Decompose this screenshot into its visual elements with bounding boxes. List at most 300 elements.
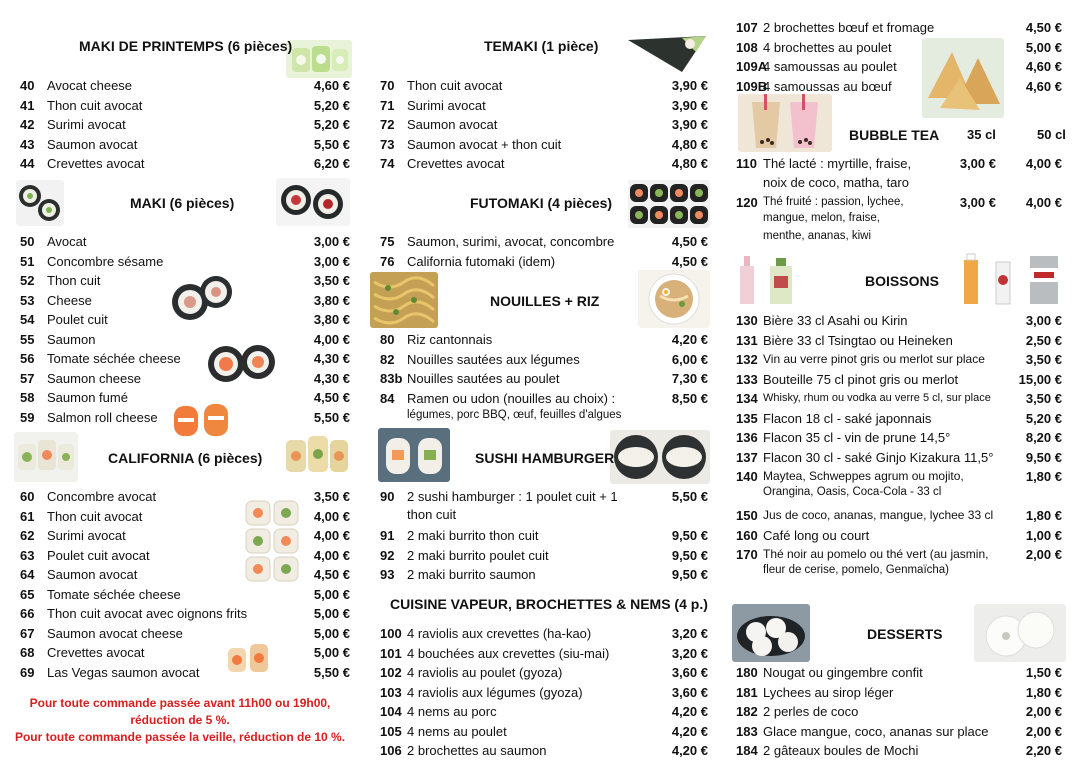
item-price: 5,20 € bbox=[313, 97, 350, 113]
item-price-35: 3,00 € bbox=[959, 156, 996, 171]
menu-item bbox=[730, 38, 1068, 57]
menu-item bbox=[374, 487, 714, 506]
item-number: 74 bbox=[380, 156, 395, 171]
item-label: 2 maki burrito saumon bbox=[407, 567, 536, 582]
item-label: Avocat cheese bbox=[47, 78, 133, 93]
item-price: 4,20 € bbox=[671, 704, 708, 719]
item-price: 4,00 € bbox=[313, 547, 350, 563]
menu-item bbox=[374, 350, 714, 369]
item-price: 4,50 € bbox=[671, 234, 708, 249]
california-stack-photo bbox=[242, 497, 302, 585]
item-label: 4 raviolis aux légumes (gyoza) bbox=[407, 684, 583, 700]
item-label: 2 perles de coco bbox=[763, 704, 859, 719]
item-price: 4,30 € bbox=[313, 370, 350, 386]
item-label: Ramen ou udon (nouilles au choix) : bbox=[407, 390, 616, 406]
item-number: 104 bbox=[380, 704, 402, 719]
samoussas-photo bbox=[922, 38, 1004, 118]
item-label: 2 gâteaux boules de Mochi bbox=[763, 743, 919, 758]
item-number: 66 bbox=[20, 606, 35, 621]
item-number: 65 bbox=[20, 586, 35, 602]
item-label: Thon cuit avocat bbox=[407, 78, 503, 93]
item-label: 4 nems au poulet bbox=[407, 723, 507, 739]
item-label: Vin au verre pinot gris ou merlot sur place bbox=[763, 352, 985, 366]
sushi-hamburger-photo-right bbox=[610, 430, 710, 484]
item-price-35: 3,00 € bbox=[959, 195, 996, 210]
thon-maki-photo bbox=[168, 270, 236, 330]
item-label: Las Vegas saumon avocat bbox=[47, 664, 200, 680]
menu-item bbox=[374, 154, 714, 173]
salmon-roll-photo bbox=[168, 398, 236, 442]
item-price: 5,20 € bbox=[313, 117, 350, 132]
menu-item bbox=[730, 18, 1068, 37]
item-number: 52 bbox=[20, 273, 35, 288]
maki-photo-left bbox=[16, 180, 64, 226]
section-title-maki-printemps: MAKI DE PRINTEMPS (6 pièces) bbox=[79, 38, 293, 54]
california-photo-right bbox=[282, 430, 352, 482]
item-price: 4,20 € bbox=[671, 743, 708, 758]
menu-item bbox=[730, 370, 1068, 389]
bubble-size-50: 50 cl bbox=[1037, 127, 1066, 142]
item-price: 2,20 € bbox=[1025, 743, 1062, 758]
item-label: Bière 33 cl Asahi ou Kirin bbox=[763, 313, 908, 328]
item-number: 84 bbox=[380, 390, 395, 406]
item-price: 3,50 € bbox=[1025, 352, 1062, 367]
item-price: 3,00 € bbox=[313, 253, 350, 269]
item-label: Crevettes avocat bbox=[407, 156, 505, 171]
item-label: Poulet cuit avocat bbox=[47, 547, 150, 563]
item-label: Saumon avocat bbox=[47, 136, 138, 152]
item-label: 4 nems au porc bbox=[407, 704, 497, 719]
section-title-maki: MAKI (6 pièces) bbox=[130, 195, 235, 211]
item-number: 56 bbox=[20, 351, 35, 366]
item-number: 54 bbox=[20, 312, 35, 327]
item-label: Bouteille 75 cl pinot gris ou merlot bbox=[763, 371, 959, 387]
item-label: Tomate séchée cheese bbox=[47, 586, 181, 602]
item-price: 1,00 € bbox=[1025, 527, 1062, 543]
item-number: 105 bbox=[380, 723, 402, 739]
menu-item bbox=[14, 135, 356, 154]
item-number: 42 bbox=[20, 117, 35, 132]
item-number: 41 bbox=[20, 97, 35, 113]
menu-item bbox=[730, 428, 1068, 447]
item-label: Flacon 35 cl - vin de prune 14,5° bbox=[763, 430, 951, 445]
item-price: 4,20 € bbox=[671, 332, 708, 347]
item-price: 3,60 € bbox=[671, 684, 708, 700]
item-label: Thon cuit avocat bbox=[47, 508, 143, 524]
item-label: Concombre avocat bbox=[47, 489, 157, 504]
item-price: 4,00 € bbox=[313, 508, 350, 524]
item-number: 67 bbox=[20, 625, 35, 641]
menu-item bbox=[374, 369, 714, 388]
section-title-california: CALIFORNIA (6 pièces) bbox=[108, 450, 263, 466]
item-price-50: 4,00 € bbox=[1025, 195, 1062, 210]
item-price: 5,50 € bbox=[671, 489, 708, 504]
item-label: Saumon avocat + thon cuit bbox=[407, 136, 562, 152]
ramen-photo bbox=[638, 270, 710, 328]
item-price: 4,60 € bbox=[1025, 59, 1062, 74]
item-number: 150 bbox=[736, 508, 758, 523]
menu-item bbox=[14, 546, 356, 565]
item-number: 93 bbox=[380, 567, 395, 582]
item-number: 181 bbox=[736, 684, 758, 700]
item-label: Saumon bbox=[47, 331, 96, 347]
item-number: 61 bbox=[20, 508, 35, 524]
item-number: 160 bbox=[736, 527, 758, 543]
menu-item bbox=[374, 115, 714, 134]
item-number: 135 bbox=[736, 410, 758, 426]
item-label: 2 maki burrito thon cuit bbox=[407, 528, 539, 543]
nouilles-photo bbox=[370, 272, 438, 328]
item-price: 4,80 € bbox=[671, 156, 708, 171]
item-label: Concombre sésame bbox=[47, 253, 164, 269]
item-number: 106 bbox=[380, 743, 402, 758]
item-number: 60 bbox=[20, 489, 35, 504]
item-label: Saumon avocat bbox=[407, 117, 498, 132]
item-price: 5,20 € bbox=[1025, 410, 1062, 426]
item-label: Glace mangue, coco, ananas sur place bbox=[763, 723, 989, 739]
item-number: 182 bbox=[736, 704, 758, 719]
item-number: 82 bbox=[380, 351, 395, 367]
section-title-boissons: BOISSONS bbox=[865, 273, 939, 289]
item-price: 5,00 € bbox=[313, 645, 350, 660]
item-number: 91 bbox=[380, 528, 395, 543]
menu-item bbox=[374, 135, 714, 154]
item-price: 2,00 € bbox=[1025, 547, 1062, 562]
menu-item bbox=[730, 683, 1068, 702]
item-number: 51 bbox=[20, 253, 35, 269]
item-number: 71 bbox=[380, 97, 395, 113]
item-price: 3,50 € bbox=[313, 489, 350, 504]
menu-item bbox=[14, 604, 356, 623]
menu-item bbox=[374, 565, 714, 584]
maki-printemps-photo bbox=[286, 40, 352, 78]
menu-item bbox=[374, 683, 714, 702]
menu-item bbox=[374, 389, 714, 408]
menu-item bbox=[14, 154, 356, 173]
item-number: 62 bbox=[20, 528, 35, 543]
item-number: 132 bbox=[736, 352, 758, 367]
menu-item bbox=[730, 389, 1068, 408]
item-price: 7,30 € bbox=[671, 371, 708, 386]
section-title-futomaki: FUTOMAKI (4 pièces) bbox=[470, 195, 613, 211]
promo-line-1: Pour toute commande passée avant 11h00 ou 19h00, bbox=[29, 696, 331, 710]
item-price-50: 4,00 € bbox=[1025, 156, 1062, 171]
menu-item bbox=[14, 565, 356, 584]
item-price: 3,60 € bbox=[671, 665, 708, 680]
las-vegas-photo bbox=[224, 638, 274, 680]
california-photo-left bbox=[14, 432, 78, 482]
item-price: 3,80 € bbox=[313, 312, 350, 327]
menu-item bbox=[14, 487, 356, 506]
item-number: 68 bbox=[20, 645, 35, 660]
maki-photo-right bbox=[276, 178, 350, 226]
ramen-description: légumes, porc BBQ, œuf, feuilles d'algues bbox=[407, 409, 622, 421]
item-label: Thon cuit avocat avec oignons frits bbox=[47, 606, 248, 621]
menu-item bbox=[730, 350, 1068, 369]
menu-item bbox=[374, 644, 714, 663]
item-number: 53 bbox=[20, 292, 35, 308]
item-label: Jus de coco, ananas, mangue, lychee 33 cl bbox=[763, 508, 994, 522]
sake-bottles-photo bbox=[736, 252, 800, 306]
menu-item bbox=[14, 643, 356, 662]
item-label: Maytea, Schweppes agrum ou mojito, bbox=[763, 469, 964, 483]
item-number: 183 bbox=[736, 723, 758, 739]
temaki-photo bbox=[622, 30, 712, 76]
item-number: 70 bbox=[380, 78, 395, 93]
item-number: 133 bbox=[736, 371, 758, 387]
menu-item bbox=[14, 624, 356, 643]
item-label: California futomaki (idem) bbox=[407, 253, 556, 269]
item-price: 5,50 € bbox=[313, 136, 350, 152]
menu-item bbox=[730, 331, 1068, 350]
menu-item bbox=[730, 311, 1068, 330]
item-number: 102 bbox=[380, 665, 402, 680]
item-label: Café long ou court bbox=[763, 527, 870, 543]
item-price: 1,80 € bbox=[1025, 508, 1062, 523]
item-number: 76 bbox=[380, 253, 395, 269]
item-label: 2 brochettes bœuf et fromage bbox=[763, 20, 935, 35]
item-label: Thon cuit avocat bbox=[47, 97, 143, 113]
menu-item bbox=[14, 526, 356, 545]
item-number: 72 bbox=[380, 117, 395, 132]
item-label: Thon cuit bbox=[47, 273, 101, 288]
item-label: Flacon 30 cl - saké Ginjo Kizakura 11,5° bbox=[763, 449, 994, 465]
section-title-bubble-tea: BUBBLE TEA bbox=[849, 127, 940, 143]
item-label: Surimi avocat bbox=[407, 97, 486, 113]
menu-item bbox=[14, 252, 356, 271]
menu-item bbox=[730, 409, 1068, 428]
item-number: 73 bbox=[380, 136, 395, 152]
item-description: mangue, melon, fraise, bbox=[763, 212, 880, 224]
saumon-maki-photo bbox=[204, 338, 278, 388]
item-price: 4,60 € bbox=[313, 78, 350, 93]
menu-item bbox=[374, 546, 714, 565]
mochi-photo bbox=[732, 604, 810, 662]
item-number: 40 bbox=[20, 78, 35, 93]
item-number: 100 bbox=[380, 626, 402, 641]
item-number: 50 bbox=[20, 234, 35, 249]
item-description: fleur de cerise, pomelo, Genmaïcha) bbox=[763, 564, 950, 576]
menu-item bbox=[730, 193, 1068, 212]
item-label: Avocat bbox=[47, 234, 87, 249]
item-number: 134 bbox=[736, 391, 758, 406]
item-number: 107 bbox=[736, 20, 758, 35]
item-price: 8,50 € bbox=[671, 390, 708, 406]
menu-item bbox=[374, 76, 714, 95]
menu-item bbox=[730, 663, 1068, 682]
item-price: 3,90 € bbox=[671, 97, 708, 113]
boissons-photo bbox=[958, 250, 1064, 306]
item-number: 180 bbox=[736, 665, 758, 680]
menu-item bbox=[730, 77, 1068, 96]
item-price: 5,50 € bbox=[313, 664, 350, 680]
item-number: 63 bbox=[20, 547, 35, 563]
item-label: Surimi avocat bbox=[47, 528, 126, 543]
menu-item bbox=[730, 57, 1068, 76]
menu-item bbox=[374, 741, 714, 760]
promo-line-2: réduction de 5 %. bbox=[130, 713, 230, 727]
item-price: 1,80 € bbox=[1025, 684, 1062, 700]
item-price: 9,50 € bbox=[1025, 449, 1062, 465]
item-number: 55 bbox=[20, 331, 35, 347]
item-label: Thé noir au pomelo ou thé vert (au jasmin, bbox=[763, 547, 989, 561]
item-label: Saumon, surimi, avocat, concombre bbox=[407, 234, 615, 249]
sushi-hamburger-photo-left bbox=[378, 428, 450, 482]
item-number: 110 bbox=[736, 156, 757, 171]
menu-item bbox=[14, 663, 356, 682]
item-price: 2,50 € bbox=[1025, 332, 1062, 348]
item-number: 130 bbox=[736, 313, 758, 328]
item-number: 103 bbox=[380, 684, 402, 700]
item-label: Thé fruité : passion, lychee, bbox=[763, 196, 904, 208]
item-price: 5,00 € bbox=[313, 625, 350, 641]
item-label: 4 samoussas au poulet bbox=[763, 59, 897, 74]
hamburger-description: thon cuit bbox=[407, 507, 457, 522]
menu-item bbox=[14, 585, 356, 604]
item-label: Crevettes avocat bbox=[47, 645, 145, 660]
item-label: 4 samoussas au bœuf bbox=[763, 78, 892, 94]
menu-item bbox=[730, 154, 1068, 173]
item-number: 80 bbox=[380, 332, 395, 347]
menu-item bbox=[730, 702, 1068, 721]
item-price: 5,50 € bbox=[313, 409, 350, 425]
item-label: 4 brochettes au poulet bbox=[763, 39, 892, 55]
item-price: 2,00 € bbox=[1025, 704, 1062, 719]
menu-item bbox=[374, 252, 714, 271]
item-label: 4 bouchées aux crevettes (siu-mai) bbox=[407, 645, 610, 661]
item-number: 92 bbox=[380, 547, 395, 563]
item-number: 58 bbox=[20, 390, 35, 405]
item-label: Salmon roll cheese bbox=[47, 409, 158, 425]
menu-item bbox=[374, 624, 714, 643]
item-price: 4,50 € bbox=[671, 253, 708, 269]
item-label: Thé lacté : myrtille, fraise, bbox=[763, 156, 912, 171]
menu-item bbox=[14, 369, 356, 388]
item-number: 44 bbox=[20, 156, 35, 171]
item-price: 9,50 € bbox=[671, 547, 708, 563]
menu-item bbox=[730, 545, 1068, 564]
menu-item bbox=[730, 467, 1068, 486]
futomaki-photo bbox=[628, 180, 710, 228]
menu-item bbox=[14, 96, 356, 115]
item-price: 3,80 € bbox=[313, 292, 350, 308]
item-number: 109A bbox=[736, 59, 768, 74]
bubble-tea-photo bbox=[738, 94, 832, 152]
item-label: Saumon cheese bbox=[47, 370, 141, 386]
item-price: 3,00 € bbox=[1025, 313, 1062, 328]
item-number: 136 bbox=[736, 430, 758, 445]
section-title-sushi-hamburger: SUSHI HAMBURGER bbox=[475, 450, 615, 466]
item-description: menthe, ananas, kiwi bbox=[763, 230, 872, 242]
item-label: Cheese bbox=[47, 292, 92, 308]
item-number: 109B bbox=[736, 78, 768, 94]
item-description: noix de coco, matha, taro bbox=[763, 175, 909, 190]
item-number: 90 bbox=[380, 489, 395, 504]
menu-item bbox=[374, 663, 714, 682]
item-label: Tomate séchée cheese bbox=[47, 351, 181, 366]
menu-item bbox=[374, 330, 714, 349]
item-price: 6,20 € bbox=[313, 156, 350, 171]
item-price: 4,50 € bbox=[313, 567, 350, 582]
menu-item bbox=[374, 702, 714, 721]
item-number: 101 bbox=[380, 645, 402, 661]
item-number: 64 bbox=[20, 567, 35, 582]
item-number: 69 bbox=[20, 664, 35, 680]
item-label: Saumon avocat cheese bbox=[47, 625, 183, 641]
item-label: 4 raviolis au poulet (gyoza) bbox=[407, 665, 563, 680]
item-price: 4,00 € bbox=[313, 528, 350, 543]
menu-item bbox=[14, 115, 356, 134]
item-label: Saumon fumé bbox=[47, 390, 128, 405]
item-price: 4,30 € bbox=[313, 351, 350, 366]
item-price: 5,00 € bbox=[1025, 39, 1062, 55]
item-number: 137 bbox=[736, 449, 758, 465]
section-title-cuisine-vapeur: CUISINE VAPEUR, BROCHETTES & NEMS (4 p.) bbox=[390, 596, 708, 612]
item-price: 2,00 € bbox=[1025, 723, 1062, 739]
item-label: Whisky, rhum ou vodka au verre 5 cl, sur place bbox=[763, 392, 991, 404]
menu-item bbox=[374, 526, 714, 545]
menu-item bbox=[730, 506, 1068, 525]
item-number: 108 bbox=[736, 39, 758, 55]
item-label: Poulet cuit bbox=[47, 312, 108, 327]
item-label: Riz cantonnais bbox=[407, 332, 493, 347]
bubble-size-35: 35 cl bbox=[967, 127, 996, 142]
item-price: 6,00 € bbox=[671, 351, 708, 367]
item-description: Orangina, Oasis, Coca-Cola - 33 cl bbox=[763, 486, 942, 498]
item-price: 5,00 € bbox=[313, 586, 350, 602]
item-price: 9,50 € bbox=[671, 528, 708, 543]
item-label: Lychees au sirop léger bbox=[763, 684, 894, 700]
item-price: 3,90 € bbox=[671, 117, 708, 132]
item-price: 5,00 € bbox=[313, 606, 350, 621]
menu-item bbox=[730, 526, 1068, 545]
item-price: 1,80 € bbox=[1025, 469, 1062, 484]
item-number: 83b bbox=[380, 371, 403, 386]
perles-coco-photo bbox=[974, 604, 1066, 662]
promo-text bbox=[14, 695, 346, 746]
item-label: Flacon 18 cl - saké japonnais bbox=[763, 410, 932, 426]
item-label: Saumon avocat bbox=[47, 567, 138, 582]
item-label: Nougat ou gingembre confit bbox=[763, 665, 923, 680]
item-number: 57 bbox=[20, 370, 35, 386]
item-number: 184 bbox=[736, 743, 758, 758]
item-price: 3,50 € bbox=[313, 273, 350, 288]
item-price: 4,00 € bbox=[313, 331, 350, 347]
item-label: Nouilles sautées aux légumes bbox=[407, 351, 580, 367]
item-label: Crevettes avocat bbox=[47, 156, 145, 171]
item-label: 2 maki burrito poulet cuit bbox=[407, 547, 549, 563]
item-price: 3,00 € bbox=[313, 234, 350, 249]
item-price: 3,20 € bbox=[671, 626, 708, 641]
section-title-temaki: TEMAKI (1 pièce) bbox=[484, 38, 599, 54]
item-number: 170 bbox=[736, 547, 758, 562]
menu-item bbox=[14, 349, 356, 368]
menu-item bbox=[14, 232, 356, 251]
menu-item bbox=[14, 507, 356, 526]
item-price: 4,50 € bbox=[1025, 20, 1062, 35]
menu-item bbox=[730, 448, 1068, 467]
item-label: Nouilles sautées au poulet bbox=[407, 371, 560, 386]
item-label: 2 brochettes au saumon bbox=[407, 743, 547, 758]
item-price: 3,90 € bbox=[671, 78, 708, 93]
menu-item bbox=[374, 722, 714, 741]
menu-item bbox=[730, 722, 1068, 741]
section-title-desserts: DESSERTS bbox=[867, 626, 943, 642]
item-price: 3,50 € bbox=[1025, 391, 1062, 406]
item-price: 1,50 € bbox=[1025, 665, 1062, 680]
item-label: Bière 33 cl Tsingtao ou Heineken bbox=[763, 332, 953, 348]
menu-item bbox=[14, 76, 356, 95]
